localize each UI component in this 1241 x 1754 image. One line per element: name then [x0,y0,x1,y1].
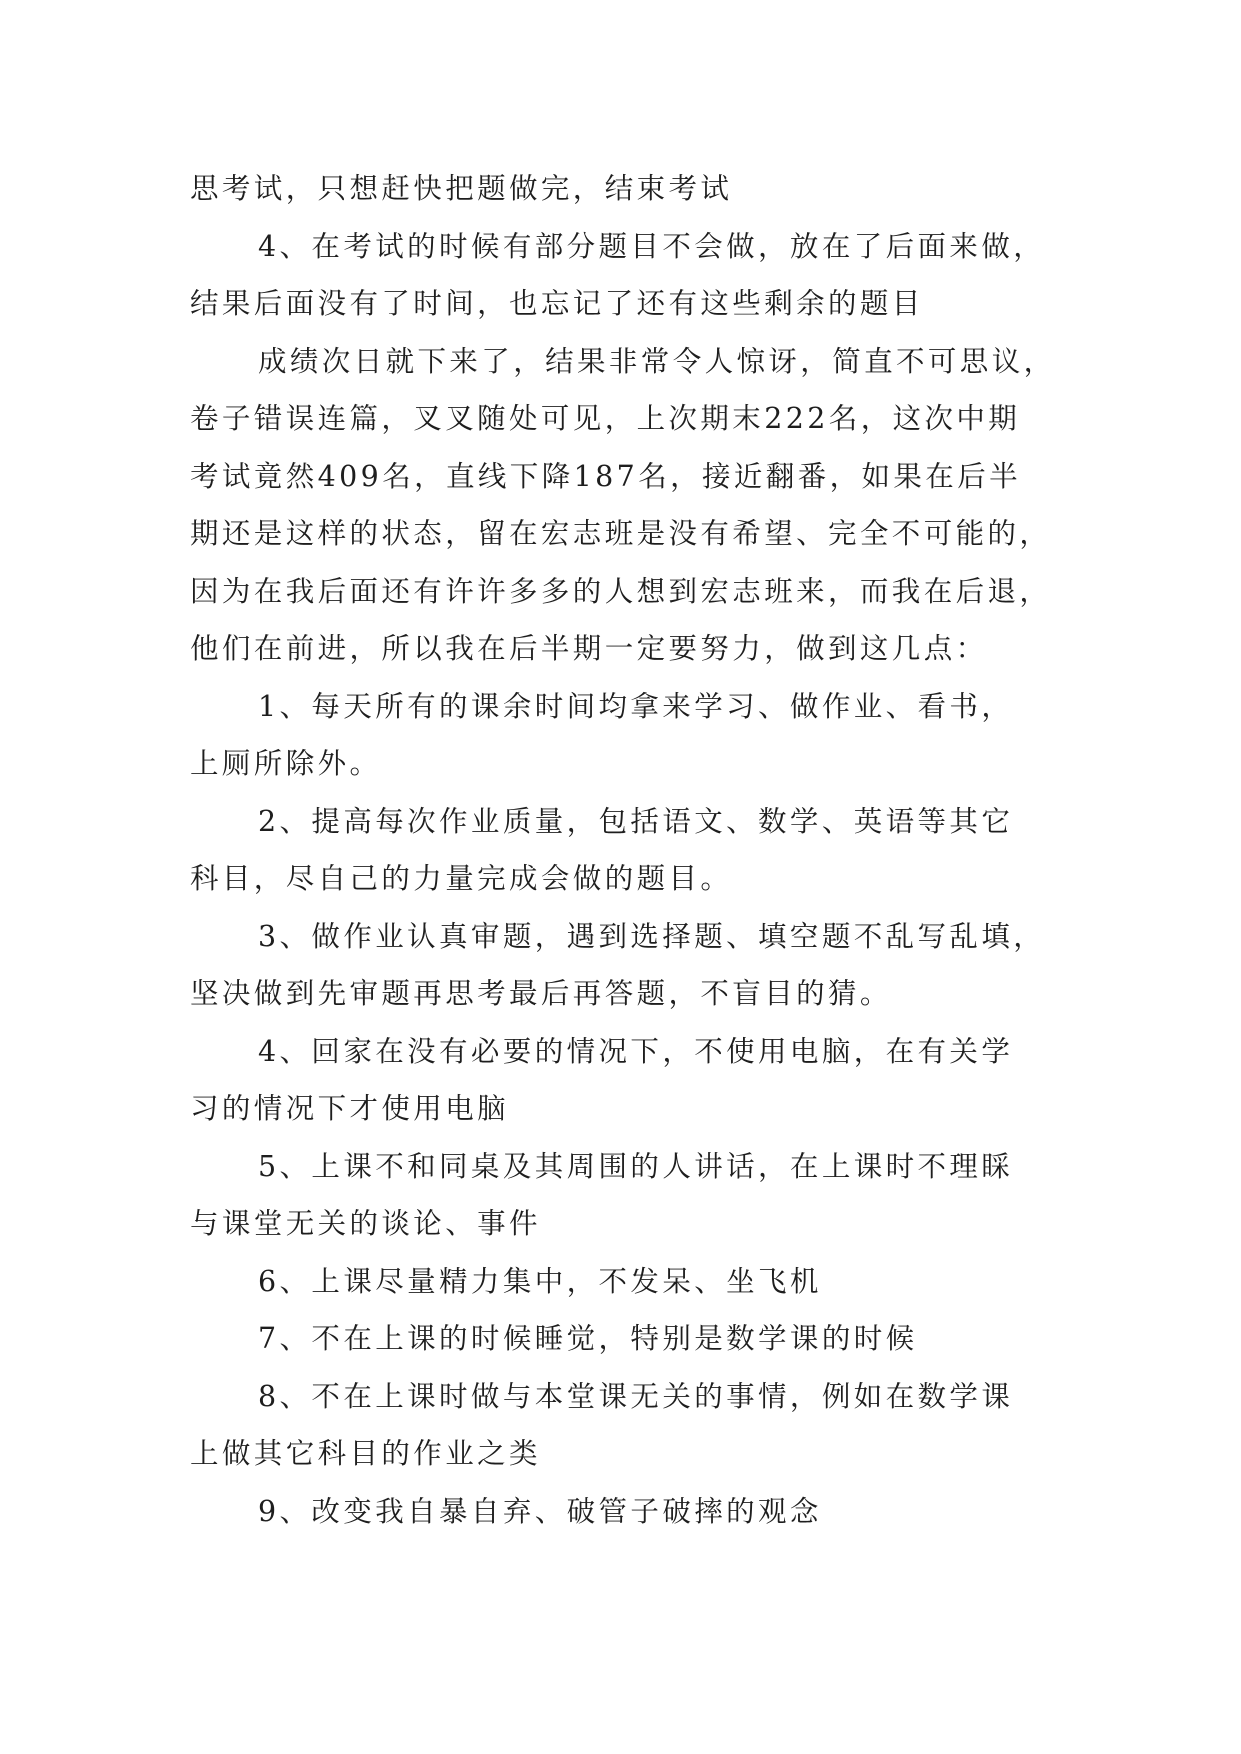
document-body [190,160,1060,1540]
text-line: 1、每天所有的课余时间均拿来学习、做作业、看书， [258,689,1014,723]
text-line: 卷子错误连篇，叉叉随处可见，上次期末222名，这次中期 [190,402,1021,435]
text-line: 与课堂无关的谈论、事件 [190,1207,541,1240]
text-line: 习的情况下才使用电脑 [190,1092,510,1125]
text-line: 结果后面没有了时间，也忘记了还有这些剩余的题目 [190,287,924,320]
text-line: 因为在我后面还有许许多多的人想到宏志班来，而我在后退， [190,574,1052,608]
text-line: 6、上课尽量精力集中，不发呆、坐飞机 [258,1264,822,1298]
text-line: 2、提高每次作业质量，包括语文、数学、英语等其它 [258,804,1014,838]
text-line: 9、改变我自暴自弃、破管子破摔的观念 [258,1494,822,1528]
text-line: 成绩次日就下来了，结果非常令人惊讶，简直不可思议， [258,344,1056,378]
text-line: 思考试，只想赶快把题做完，结束考试 [190,172,733,205]
text-line: 上做其它科目的作业之类 [190,1437,541,1470]
text-line: 考试竟然409名，直线下降187名，接近翻番，如果在后半 [190,459,1021,493]
text-line: 4、在考试的时候有部分题目不会做，放在了后面来做， [258,229,1046,263]
text-line: 他们在前进，所以我在后半期一定要努力，做到这几点： [190,632,988,665]
text-line: 科目，尽自己的力量完成会做的题目。 [190,862,733,895]
text-line: 期还是这样的状态，留在宏志班是没有希望、完全不可能的， [190,517,1052,550]
text-line: 坚决做到先审题再思考最后再答题，不盲目的猜。 [190,977,892,1010]
text-line: 上厕所除外。 [190,747,382,780]
text-line: 8、不在上课时做与本堂课无关的事情，例如在数学课 [258,1379,1014,1413]
text-line: 4、回家在没有必要的情况下，不使用电脑，在有关学 [258,1034,1014,1068]
text-line: 7、不在上课的时候睡觉，特别是数学课的时候 [258,1322,918,1355]
text-line: 5、上课不和同桌及其周围的人讲话，在上课时不理睬 [258,1149,1014,1183]
text-line: 3、做作业认真审题，遇到选择题、填空题不乱写乱填， [258,919,1046,953]
